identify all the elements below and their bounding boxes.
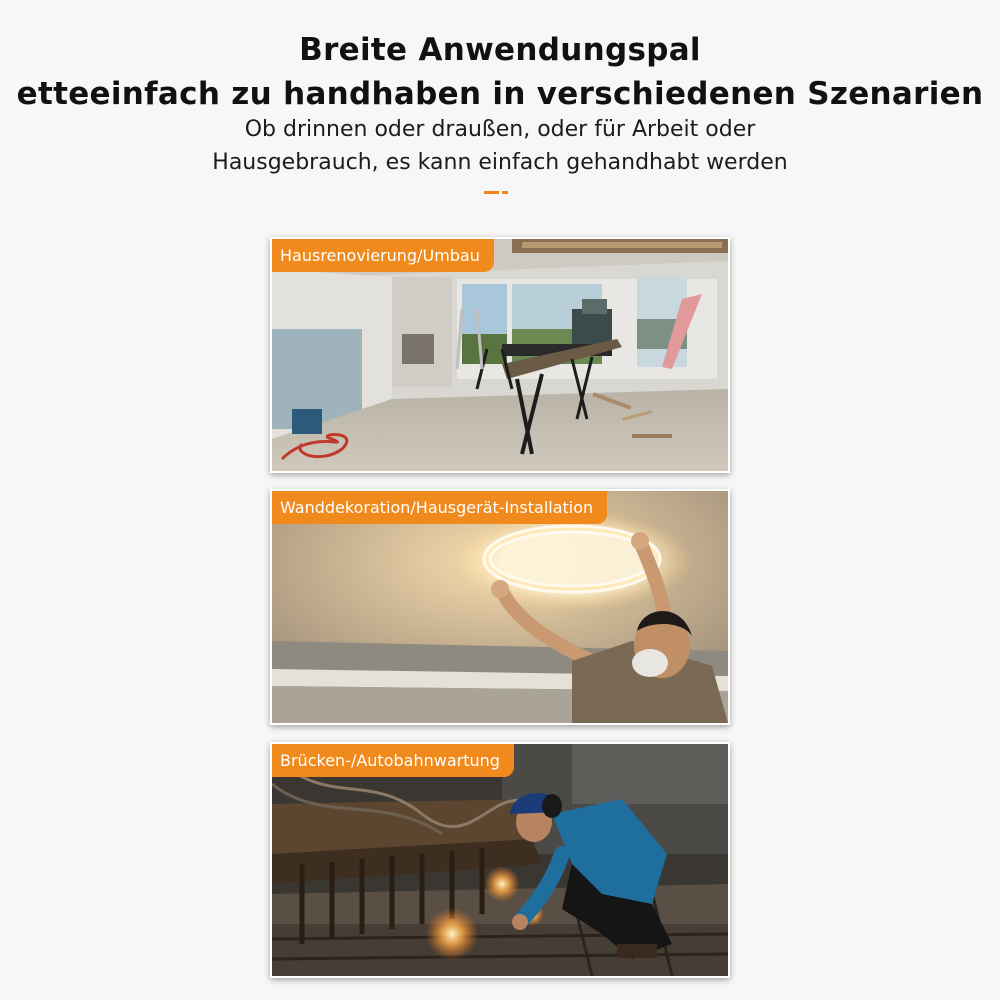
ceiling-light-installation-photo xyxy=(272,491,728,723)
renovation-photo xyxy=(272,239,728,471)
scene-label-maintenance: Brücken-/Autobahnwartung xyxy=(272,744,514,777)
welding-worker-photo xyxy=(272,744,728,976)
subtitle-line-2: Hausgebrauch, es kann einfach gehandhabt werden xyxy=(212,150,788,175)
accent-divider xyxy=(484,191,508,194)
page-title-line-2: etteeinfach zu handhaben in verschiedenen Szenarien xyxy=(16,76,984,112)
scene-card-maintenance xyxy=(270,742,730,978)
scene-label-renovation: Hausrenovierung/Umbau xyxy=(272,239,494,272)
scene-label-installation: Wanddekoration/Hausgerät-Installation xyxy=(272,491,607,524)
page-title-line-1: Breite Anwendungspal xyxy=(299,32,701,68)
scene-card-renovation xyxy=(270,237,730,473)
scene-card-installation xyxy=(270,489,730,725)
subtitle-line-1: Ob drinnen oder draußen, oder für Arbeit oder xyxy=(244,117,756,142)
